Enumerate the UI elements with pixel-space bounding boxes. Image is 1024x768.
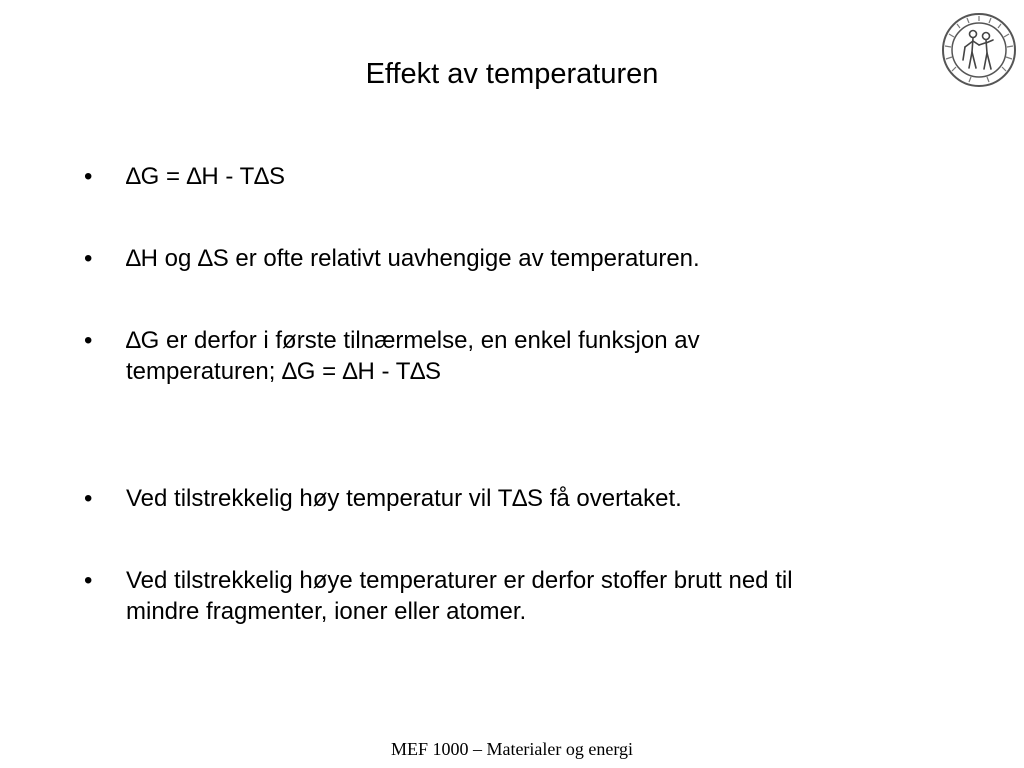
slide-footer: MEF 1000 – Materialer og energi: [390, 739, 634, 759]
bullet-marker: •: [84, 163, 93, 190]
bullet-text: Ved tilstrekkelig høy temperatur vil T∆S få overtaket.: [126, 485, 682, 512]
bullet-marker: •: [84, 327, 93, 354]
university-seal-icon: [941, 12, 1017, 88]
bullet-marker: •: [84, 485, 93, 512]
bullet-item: [84, 161, 964, 192]
bullet-item: [84, 243, 964, 274]
bullet-item: [84, 325, 964, 387]
bullet-item: [84, 483, 964, 514]
bullet-text: ∆G = ∆H - T∆S: [126, 163, 285, 190]
bullet-marker: •: [84, 245, 93, 272]
bullet-marker: •: [84, 567, 93, 594]
bullet-text-line: temperaturen; ∆G = ∆H - T∆S: [126, 358, 442, 385]
bullet-text-line: mindre fragmenter, ioner eller atomer.: [126, 598, 527, 625]
bullet-text-line: ∆G er derfor i første tilnærmelse, en enkel funksjon av: [126, 327, 700, 354]
slide-title: Effekt av temperaturen: [365, 58, 659, 90]
bullet-text: ∆H og ∆S er ofte relativt uavhengige av temperaturen.: [126, 245, 700, 272]
bullet-text-line: Ved tilstrekkelig høye temperaturer er derfor stoffer brutt ned til: [126, 567, 793, 594]
bullet-item: [84, 565, 964, 627]
